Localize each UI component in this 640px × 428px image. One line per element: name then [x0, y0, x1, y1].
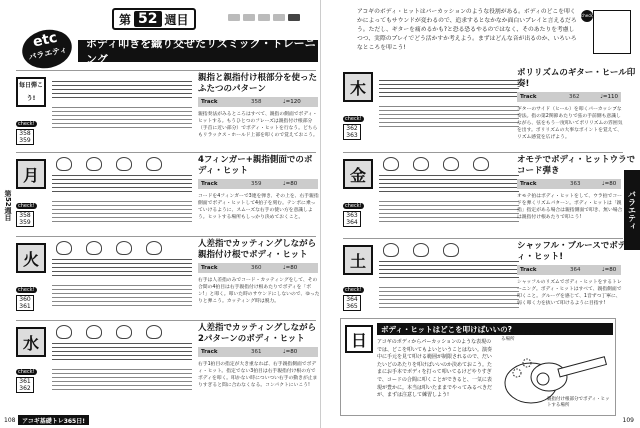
chord-icons — [56, 157, 162, 171]
tempo: ♩=80 — [283, 181, 298, 187]
chord-diagram-icon — [146, 241, 162, 255]
tab-staff — [52, 201, 192, 225]
chord-diagram-icon — [413, 157, 429, 171]
day-num: 364 — [346, 296, 358, 303]
etc-sub-label: バラエティ — [27, 44, 69, 62]
chord-icons — [383, 157, 489, 171]
day-label: 木 — [343, 72, 373, 102]
tempo: ♩=80 — [283, 349, 298, 355]
day-num: 359 — [19, 137, 31, 144]
category-tag-active — [288, 14, 300, 21]
track-number: 358 — [251, 99, 262, 105]
chord-diagram-icon — [116, 325, 132, 339]
week-badge — [112, 8, 196, 30]
chord-diagram-icon — [443, 157, 459, 171]
exercise-description: 右手は人差指のみでコード・カッティングをして、その合間の4拍目は右手親指付け根あたりでボディを「ボン!」と叩く。叩いた時のサウンドにしないので、ゆったりと弾こう。カッティング時は脱力。 — [198, 278, 320, 304]
track-number: 364 — [570, 267, 581, 273]
exercise-title: 人差指でカッティングしながら2パターンのボディ・ヒット — [198, 323, 317, 344]
category-tag — [258, 14, 270, 21]
day-num: 361 — [19, 378, 31, 385]
exercise-description: ギターのサイド（ヒール）を叩くパーカッシブな奏法。指の第2関節あたりで弦の手前側も意識しながら、弦をもう一度叩いてポリリズムの雰囲気を出す。ポリリズムの大事なポイントを覚えて、リズム感覚を広げよう。 — [517, 107, 623, 140]
left-margin — [0, 0, 14, 428]
tempo: ♩=120 — [283, 99, 301, 105]
chord-diagram-icon — [116, 157, 132, 171]
tempo: ♩=80 — [602, 181, 617, 187]
category-tag — [243, 14, 255, 21]
check-badge: check! — [345, 203, 362, 209]
week-prefix: 第 — [119, 12, 132, 27]
music-staff — [52, 259, 192, 277]
music-staff — [379, 261, 519, 279]
track-number: 359 — [251, 181, 262, 187]
track-label: Track — [201, 349, 218, 355]
day-numbers — [343, 124, 361, 140]
day-num: 363 — [346, 212, 358, 219]
etc-label: etc — [31, 29, 59, 51]
side-week-label: 第52週目 — [4, 190, 12, 221]
day-num: 358 — [19, 212, 31, 219]
check-badge: check! — [18, 369, 35, 375]
tab-staff — [52, 369, 192, 393]
tab-staff — [379, 287, 519, 311]
chord-diagram-icon — [116, 241, 132, 255]
chord-diagram-icon — [86, 157, 102, 171]
exercise-monday — [16, 152, 319, 234]
track-label: Track — [201, 181, 218, 187]
exercise-title: 人差指でカッティングしながら親指付け根でボディ・ヒット — [198, 239, 317, 260]
day-num: 362 — [346, 125, 358, 132]
chord-icons — [383, 243, 459, 257]
week-number: 52 — [134, 11, 161, 27]
tab-staff — [52, 107, 192, 131]
category-tag — [228, 14, 240, 21]
exercise-title: ポリリズムのギター・ヒール印奏! — [517, 68, 636, 89]
check-badge: check! — [18, 121, 35, 127]
intro-text: アコギのボディ・ヒットはパーカッションのような役割がある。ボディのどこを叩くかによってもサウンドが変わるので、追求するとなかなか面白いプレイと言えるだろう。ただし、ギターを痛めるかも?と恐る恐るやるのではなく、そのあたりを考慮しつつ、実際のプレイでどう活かすか考えよう。まずはどんな音が出るのか、いろいろなところを叩こう! — [357, 9, 577, 51]
sunday-text: アコギのボディからパーカッションのような表現のでは、どこを叩いてもよいということはない。演奏中に手元を見て叩ける範囲が制限されるので、だいたいどのあたりを叩けばいいのか決めておこう。たまにお手本でボディを打って叩いてるけどやりすぎで、コードの合間に叩くことができると、一気に表現が豊かに。本当は叩いたままでやってみるべきだが、まずは注意して練習しよう! — [377, 339, 493, 399]
check-badge: check! — [18, 203, 35, 209]
exercise-description: コードを4フィンガーで3連を弾き、その上を、右手親指側面でボディ・ヒットして4拍子を刻む。テンポに乗っていけるように、スムーズな右手の使い方を意識しよう。ヒットする場所もしっかり決めておくこと。 — [198, 194, 319, 220]
track-number: 362 — [568, 94, 580, 100]
sunday-column — [340, 318, 616, 416]
track-bar — [517, 92, 621, 102]
exercise-title: オモテでボディ・ヒットウラでコード弾き — [517, 155, 636, 176]
tempo: ♩=80 — [283, 265, 298, 271]
chord-diagram-icon — [146, 325, 162, 339]
day-num: 364 — [346, 219, 358, 226]
chord-diagram-icon — [86, 241, 102, 255]
check-badge: check! — [18, 287, 35, 293]
etc-badge — [19, 25, 76, 73]
exercise-saturday — [343, 238, 627, 316]
day-num: 359 — [19, 219, 31, 226]
chord-diagram-icon — [413, 243, 429, 257]
music-staff — [52, 343, 192, 361]
track-number: 363 — [570, 181, 581, 187]
exercise-daily — [16, 70, 316, 150]
track-bar — [198, 179, 318, 189]
tab-staff — [52, 285, 192, 309]
day-label: 水 — [16, 327, 46, 357]
exercise-thursday — [343, 66, 636, 150]
chord-diagram-icon — [56, 157, 72, 171]
music-staff — [379, 175, 519, 193]
sunday-title: ボディ・ヒットはどこを叩けばいいの? — [377, 323, 613, 335]
chord-diagram-icon — [86, 325, 102, 339]
exercise-description: シャッフルのリズムでボディ・ヒットをするトレーニング。ボディ・ヒットはすべて、親指側面で叩くこと。グルーヴを感じて、1音ずつ丁寧に、弱く叩く力を抜いて叩けるように目指す! — [517, 280, 622, 306]
track-bar — [198, 97, 318, 107]
exercise-title: 親指と親指付け根部分を使ったふたつのパターン — [198, 73, 318, 94]
music-staff — [52, 175, 192, 193]
track-label: Track — [520, 94, 537, 100]
main-title: ボディ叩きを織り交ぜたリズミック・トレーニング — [78, 40, 318, 62]
page-number-left: 108 — [4, 417, 16, 424]
day-numbers — [343, 295, 361, 311]
day-numbers — [16, 129, 34, 145]
day-label: 月 — [16, 159, 46, 189]
day-label: 土 — [343, 245, 373, 275]
track-bar — [517, 179, 621, 189]
chord-icons — [56, 241, 162, 255]
track-number: 361 — [251, 349, 262, 355]
tempo: ♩=80 — [602, 267, 617, 273]
exercise-description: オモテ拍はボディ・ヒットをして、ウラ拍でコードを弾くリズムパターン。ボディ・ヒットは「親指」指定がある場合は親指側面で叩き、無い場合は親指付け根あたりで叩こう! — [517, 194, 623, 220]
guitar-note-2: 親指付け根部分でボディ・ヒットする場所 — [547, 397, 610, 408]
check-box[interactable] — [593, 10, 631, 54]
category-tags — [228, 14, 300, 21]
day-num: 361 — [19, 303, 31, 310]
day-label: 火 — [16, 243, 46, 273]
exercise-title: 4フィンガー+親指側面でのボディ・ヒット — [198, 155, 313, 176]
chord-diagram-icon — [383, 243, 399, 257]
track-label: Track — [520, 267, 537, 273]
day-label-box — [16, 77, 46, 107]
track-bar — [517, 265, 621, 275]
chord-diagram-icon — [56, 241, 72, 255]
tab-staff — [379, 106, 519, 130]
music-staff — [379, 80, 519, 98]
day-num: 362 — [19, 385, 31, 392]
day-num: 365 — [346, 303, 358, 310]
category-side-tab: バラエティ — [624, 170, 640, 250]
chord-diagram-icon — [56, 325, 72, 339]
tempo: ♩=110 — [600, 94, 618, 100]
page-number-right: 109 — [622, 417, 634, 424]
day-num: 358 — [19, 130, 31, 137]
exercise-description: 右手1拍目の指定が大き重なれば、右手親指側面でボディ・ヒット。指定でない3拍目は右手親指付け根の方でボディを叩く。叩かない時についつい右手の動きが止まりすぎると間に合わなくなる。コンパクトにいこう! — [198, 362, 318, 388]
check-badge: check! — [345, 287, 362, 293]
footer-banner: アコギ基礎トレ365日! — [18, 415, 89, 425]
track-label: Track — [201, 265, 218, 271]
chord-diagram-icon — [473, 157, 489, 171]
guitar-note-1: 親指側面でボディ・ヒットする場所 — [501, 331, 559, 342]
track-bar — [198, 263, 318, 273]
tab-staff — [379, 201, 519, 225]
week-suffix: 週目 — [164, 12, 189, 27]
track-bar — [198, 347, 318, 357]
check-badge: check! — [345, 116, 362, 122]
day-label: 金 — [343, 159, 373, 189]
track-label: Track — [201, 99, 218, 105]
day-numbers — [16, 377, 34, 393]
music-staff — [52, 81, 192, 99]
exercise-description: 親指奏法がみるところはすべて、親指の側面でボディ・ヒットする。もうひとつのフレーズは親指付け根部分（手首に近い部分）でボディ・ヒットを行なう。どちらもリラックス・ホールド上部を叩くので覚えておこう。 — [198, 112, 318, 138]
day-numbers — [343, 211, 361, 227]
day-num: 360 — [19, 296, 31, 303]
exercise-wednesday — [16, 320, 316, 400]
day-numbers — [16, 295, 34, 311]
exercise-title: シャッフル・ブルースでボディ・ヒット! — [517, 241, 627, 262]
check-circle: check! — [581, 10, 593, 22]
day-numbers — [16, 211, 34, 227]
track-label: Track — [520, 181, 537, 187]
day-label: 日 — [345, 325, 373, 353]
chord-diagram-icon — [383, 157, 399, 171]
category-tag — [273, 14, 285, 21]
chord-icons — [56, 325, 162, 339]
day-num: 363 — [346, 132, 358, 139]
chord-diagram-icon — [146, 157, 162, 171]
chord-diagram-icon — [443, 243, 459, 257]
day-label: 毎日弾こう! — [18, 82, 43, 102]
track-number: 360 — [251, 265, 262, 271]
exercise-tuesday — [16, 236, 320, 318]
